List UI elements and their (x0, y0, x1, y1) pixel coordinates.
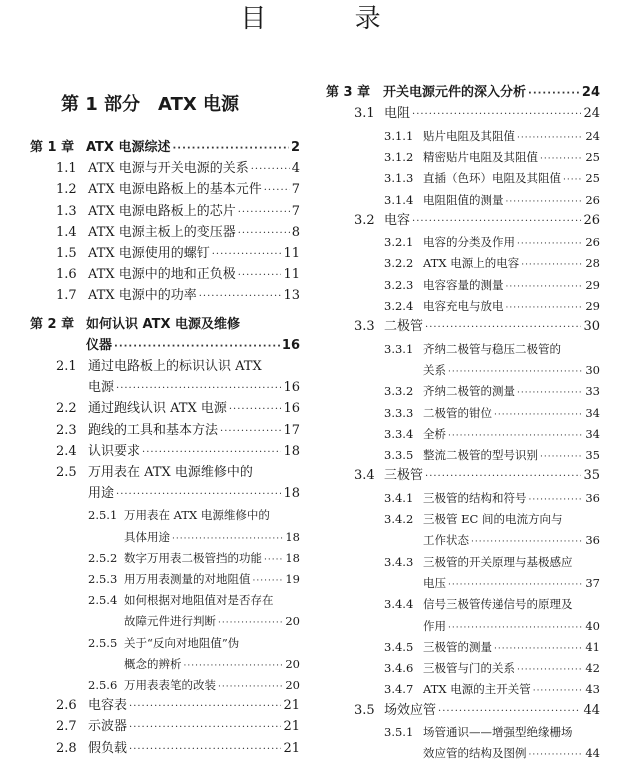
toc-entry[interactable] (326, 84, 600, 103)
toc-entry-number: 3.5 (354, 702, 375, 718)
toc-entry-page: 11 (283, 267, 300, 283)
toc-entry[interactable] (56, 160, 300, 179)
toc-entry-title: 效应管的结构及图例 (423, 746, 527, 761)
toc-entry-number: 2.6 (56, 698, 77, 714)
toc-entry-page: 20 (285, 656, 300, 671)
toc-entry-number: 3.1.2 (384, 149, 414, 164)
toc-leader-dots (528, 85, 580, 103)
toc-entry-number: 2.5.3 (88, 572, 118, 586)
toc-entry-number: 2.1 (56, 359, 77, 374)
toc-entry-title: 电容容量的测量 (423, 277, 504, 292)
toc-leader-dots (521, 256, 583, 274)
toc-entry-title: 仪器 (86, 337, 113, 353)
toc-entry[interactable] (384, 127, 600, 147)
part-title: 第 1 部分 ATX 电源 (60, 94, 239, 115)
toc-entry[interactable] (56, 422, 300, 441)
toc-entry-title: 三极管的开关原理与基极感应 (423, 554, 573, 569)
toc-entry-title: 用途 (88, 486, 115, 502)
toc-entry-title: 电容 (384, 212, 411, 228)
toc-leader-dots (220, 423, 281, 441)
toc-entry-page: 24 (583, 106, 600, 122)
toc-entry-number: 3.2.4 (384, 299, 414, 313)
toc-entry-number: 1.1 (56, 161, 77, 177)
toc-leader-dots (529, 491, 584, 509)
toc-entry-page: 26 (585, 235, 600, 250)
toc-entry-page: 34 (585, 405, 600, 420)
toc-entry-number: 2.8 (56, 740, 77, 756)
toc-entry-title: 直插（色环）电阻及其阻值 (423, 171, 561, 186)
toc-entry[interactable] (384, 361, 600, 381)
toc-entry[interactable] (56, 485, 300, 504)
toc-leader-dots (517, 129, 583, 147)
toc-entry-title: 具体用途 (124, 529, 170, 544)
toc-leader-dots (517, 235, 583, 253)
toc-entry-number: 3.1.3 (384, 171, 414, 186)
toc-leader-dots (494, 406, 583, 424)
toc-entry[interactable] (56, 203, 300, 222)
toc-entry-page: 24 (585, 128, 600, 143)
toc-leader-dots (425, 468, 581, 486)
toc-entry-page: 24 (581, 85, 600, 100)
toc-entry[interactable] (384, 659, 600, 679)
toc-entry-title: 三极管与门的关系 (423, 661, 515, 676)
toc-entry[interactable] (354, 702, 600, 721)
toc-entry-page: 44 (583, 702, 600, 718)
toc-entry-page: 28 (585, 256, 600, 271)
toc-entry[interactable] (384, 638, 600, 658)
toc-leader-dots (116, 486, 281, 504)
page-title: 目 录 (240, 4, 421, 34)
toc-entry[interactable] (384, 276, 600, 296)
toc-entry-number: 3.3.5 (384, 448, 414, 463)
toc-entry[interactable] (56, 443, 300, 462)
toc-leader-dots (448, 427, 583, 445)
toc-leader-dots (425, 319, 581, 337)
toc-entry-number: 3.4.6 (384, 661, 414, 676)
toc-entry-title: 开关电源元件的深入分析 (383, 85, 527, 100)
toc-entry-page: 17 (283, 422, 300, 438)
toc-leader-dots (494, 640, 583, 658)
toc-entry-title: 三极管的测量 (423, 639, 492, 654)
toc-entry[interactable] (30, 139, 300, 158)
toc-entry[interactable] (88, 612, 300, 632)
toc-entry-page: 26 (583, 212, 600, 228)
toc-entry-page: 36 (585, 490, 600, 505)
toc-entry-title: 数字万用表二极管挡的功能 (124, 550, 262, 565)
toc-entry-number: 3.3.3 (384, 405, 414, 420)
toc-leader-dots (471, 533, 583, 551)
toc-leader-dots (448, 619, 583, 637)
toc-entry-page: 16 (281, 337, 300, 353)
toc-entry[interactable] (384, 744, 600, 764)
toc-entry-title: 作用 (423, 618, 446, 633)
toc-entry-title: 电阻阻值的测量 (423, 192, 504, 207)
toc-entry-number: 1.3 (56, 203, 77, 219)
toc-entry[interactable] (88, 549, 300, 569)
toc-entry-title: ATX 电源中的功率 (88, 288, 197, 304)
toc-entry-page: 42 (585, 661, 600, 676)
toc-entry-title: 如何根据对地阻值对是否存在 (124, 593, 274, 608)
toc-leader-dots (129, 698, 281, 716)
toc-entry-number: 3.4.1 (384, 490, 414, 505)
toc-entry-page: 2 (290, 140, 300, 155)
toc-entry-number: 3.1.4 (384, 192, 414, 207)
toc-entry[interactable] (384, 680, 600, 700)
toc-entry[interactable] (56, 266, 300, 285)
toc-entry[interactable] (354, 105, 600, 124)
toc-entry-number: 3.5.1 (384, 725, 414, 739)
toc-entry-title: ATX 电源与开关电源的关系 (88, 161, 249, 177)
toc-entry[interactable] (88, 506, 300, 524)
toc-entry-page: 40 (585, 618, 600, 633)
toc-entry-title: 工作状态 (423, 533, 469, 548)
toc-entry-title: 全桥 (423, 426, 446, 441)
toc-leader-dots (517, 384, 583, 402)
toc-entry[interactable] (384, 553, 600, 571)
toc-entry-page: 29 (585, 299, 600, 313)
toc-entry-page: 34 (585, 426, 600, 441)
toc-entry[interactable] (384, 254, 600, 274)
toc-leader-dots (218, 614, 283, 632)
toc-entry-page: 21 (283, 740, 300, 756)
toc-entry-page: 30 (585, 362, 600, 377)
toc-entry-number: 2.2 (56, 401, 77, 417)
toc-leader-dots (506, 299, 584, 317)
toc-entry-page: 21 (283, 719, 300, 735)
toc-entry[interactable] (384, 233, 600, 253)
toc-entry[interactable] (384, 425, 600, 445)
toc-entry-number: 2.5.5 (88, 635, 118, 650)
toc-entry-page: 20 (285, 614, 300, 629)
toc-entry-number: 3.3 (354, 319, 375, 335)
toc-entry-title: 电容表 (88, 698, 128, 714)
toc-leader-dots (229, 401, 282, 419)
toc-entry-title: 认识要求 (88, 443, 141, 459)
toc-entry-title: 三极管的结构和符号 (423, 490, 527, 505)
toc-entry-title: ATX 电源中的地和正负极 (88, 267, 236, 283)
toc-entry[interactable] (88, 655, 300, 675)
toc-entry[interactable] (56, 245, 300, 264)
toc-leader-dots (412, 213, 581, 231)
toc-leader-dots (253, 572, 284, 590)
toc-entry-page: 4 (291, 161, 300, 177)
toc-entry-page: 44 (585, 746, 600, 761)
toc-entry-title: 三极管 EC 间的电流方向与 (423, 512, 563, 526)
toc-entry[interactable] (88, 528, 300, 548)
toc-entry-title: 齐纳二极管与稳压二极管的 (423, 341, 561, 356)
toc-entry-number: 3.4.4 (384, 597, 414, 612)
toc-entry[interactable] (30, 337, 300, 356)
toc-entry[interactable] (384, 169, 600, 189)
toc-entry-title: 整流二极管的型号识别 (423, 448, 538, 463)
toc-entry-title: 万用表表笔的改装 (124, 678, 216, 692)
toc-entry[interactable] (88, 676, 300, 696)
toc-leader-dots (129, 741, 281, 759)
toc-entry-title: ATX 电源电路板上的芯片 (88, 203, 236, 219)
toc-entry-page: 18 (283, 486, 300, 502)
toc-entry-number: 1.4 (56, 224, 77, 240)
toc-entry-page: 16 (283, 380, 300, 396)
toc-entry-number: 3.1.1 (384, 128, 414, 143)
toc-entry-title: 精密贴片电阻及其阻值 (423, 149, 538, 164)
toc-entry-number: 3.2.2 (384, 256, 414, 271)
toc-entry-title: 概念的辨析 (124, 656, 182, 671)
toc-entry[interactable] (56, 358, 300, 376)
toc-entry[interactable] (384, 531, 600, 551)
toc-entry-title: 如何认识 ATX 电源及维修 (86, 316, 240, 332)
toc-leader-dots (218, 678, 283, 696)
toc-entry-number: 2.5.6 (88, 678, 118, 692)
toc-entry-page: 20 (285, 678, 300, 692)
toc-entry-number: 3.2.3 (384, 277, 414, 292)
toc-entry-title: ATX 电源上的电容 (423, 256, 520, 271)
toc-entry-page: 43 (585, 682, 600, 697)
toc-entry-page: 18 (283, 443, 300, 459)
toc-entry-number: 1.7 (56, 288, 77, 304)
toc-entry-number: 3.3.2 (384, 384, 414, 399)
toc-entry-title: 跑线的工具和基本方法 (88, 422, 219, 438)
toc-entry[interactable] (56, 379, 300, 398)
toc-entry-number: 3.4.3 (384, 554, 414, 569)
toc-entry-page: 7 (291, 203, 300, 219)
toc-leader-dots (264, 551, 283, 569)
toc-leader-dots (540, 448, 583, 466)
toc-entry-number: 2.4 (56, 443, 77, 459)
toc-entry[interactable] (56, 400, 300, 419)
toc-entry-title: 万用表在 ATX 电源维修中的 (88, 465, 253, 480)
toc-entry-page: 30 (583, 319, 600, 335)
toc-entry-page: 35 (583, 468, 600, 484)
toc-entry-title: 场效应管 (384, 702, 437, 718)
toc-entry-title: 电阻 (384, 106, 411, 122)
toc-entry[interactable] (354, 318, 600, 337)
toc-entry-number: 2.5.4 (88, 593, 118, 608)
toc-entry-page: 16 (283, 401, 300, 417)
toc-entry-number: 2.5.2 (88, 550, 118, 565)
toc-entry[interactable] (384, 148, 600, 168)
toc-leader-dots (238, 267, 282, 285)
toc-entry-page: 25 (585, 149, 600, 164)
toc-entry-title: 万用表在 ATX 电源维修中的 (124, 508, 270, 523)
toc-leader-dots (448, 363, 583, 381)
toc-entry[interactable] (56, 718, 300, 737)
toc-entry-number: 1.5 (56, 246, 77, 261)
toc-entry-title: 关于“反向对地阻值”伪 (124, 635, 240, 650)
toc-leader-dots (540, 150, 583, 168)
toc-entry[interactable] (384, 191, 600, 211)
toc-entry-number: 2.7 (56, 719, 77, 735)
toc-entry-page: 11 (283, 246, 300, 261)
toc-leader-dots (251, 161, 290, 179)
toc-entry[interactable] (384, 723, 600, 741)
toc-entry-page: 19 (285, 572, 300, 586)
toc-entry-page: 18 (285, 529, 300, 544)
toc-leader-dots (172, 140, 288, 158)
toc-entry[interactable] (56, 697, 300, 716)
toc-entry[interactable] (354, 467, 600, 486)
toc-entry[interactable] (56, 740, 300, 759)
toc-entry-title: 假负载 (88, 740, 128, 756)
toc-entry-title: 二极管 (384, 319, 424, 335)
toc-entry-number: 3.4.5 (384, 639, 414, 654)
toc-entry[interactable] (384, 297, 600, 317)
toc-entry[interactable] (56, 464, 300, 482)
toc-leader-dots (114, 338, 280, 356)
toc-entry-title: 示波器 (88, 719, 128, 735)
toc-entry[interactable] (384, 382, 600, 402)
toc-leader-dots (238, 225, 290, 243)
toc-entry-title: 通过跑线认识 ATX 电源 (88, 401, 227, 417)
toc-entry[interactable] (88, 570, 300, 590)
toc-entry[interactable] (56, 224, 300, 243)
toc-entry-page: 33 (585, 384, 600, 399)
toc-entry-page: 29 (585, 277, 600, 292)
toc-entry-page: 35 (585, 448, 600, 463)
toc-entry-title: 贴片电阻及其阻值 (423, 128, 515, 143)
toc-entry-title: 用万用表测量的对地阻值 (124, 572, 251, 586)
toc-leader-dots (438, 703, 581, 721)
toc-entry[interactable] (384, 489, 600, 509)
toc-entry-number: 2.5.1 (88, 508, 118, 523)
toc-entry-title: 电容的分类及作用 (423, 235, 515, 250)
toc-leader-dots (172, 530, 283, 548)
toc-leader-dots (506, 278, 584, 296)
toc-leader-dots (142, 444, 281, 462)
toc-entry-title: ATX 电源主板上的变压器 (88, 224, 236, 240)
toc-entry-title: 信号三极管传递信号的原理及 (423, 597, 573, 612)
toc-entry-title: 三极管 (384, 468, 424, 484)
toc-entry-number: 2.3 (56, 422, 77, 438)
toc-entry[interactable] (384, 446, 600, 466)
toc-entry-title: 关系 (423, 362, 446, 377)
toc-entry-number: 3.1 (354, 106, 375, 122)
toc-entry[interactable] (384, 510, 600, 528)
toc-entry-number: 3.2.1 (384, 235, 414, 250)
toc-entry[interactable] (384, 340, 600, 358)
toc-entry-page: 25 (585, 171, 600, 186)
toc-entry-page: 37 (585, 575, 600, 590)
toc-entry-title: 场管通识——增强型绝缘栅场 (423, 725, 573, 739)
toc-leader-dots (264, 182, 290, 200)
toc-entry-title: 二极管的钳位 (423, 405, 492, 420)
toc-entry-title: 电源 (88, 380, 115, 396)
toc-leader-dots (533, 682, 584, 700)
toc-entry-page: 7 (291, 182, 300, 198)
toc-leader-dots (116, 380, 281, 398)
toc-leader-dots (238, 204, 290, 222)
toc-entry-title: ATX 电源使用的螺钉 (88, 246, 210, 261)
toc-leader-dots (184, 657, 284, 675)
toc-entry[interactable] (384, 617, 600, 637)
toc-entry-number: 1.6 (56, 267, 77, 283)
toc-entry-page: 13 (283, 288, 300, 304)
toc-entry-title: ATX 电源的主开关管 (423, 682, 531, 697)
toc-entry-page: 36 (585, 533, 600, 548)
toc-leader-dots (448, 576, 583, 594)
toc-entry[interactable] (384, 574, 600, 594)
toc-leader-dots (506, 193, 584, 211)
toc-entry[interactable] (88, 591, 300, 609)
toc-entry-page: 18 (285, 550, 300, 565)
toc-entry[interactable] (56, 287, 300, 306)
toc-entry-number: 3.4 (354, 468, 375, 484)
toc-entry-title: 故障元件进行判断 (124, 614, 216, 629)
toc-entry-number: 3.2 (354, 212, 375, 228)
toc-entry[interactable] (56, 181, 300, 200)
toc-entry-title: 电压 (423, 575, 446, 590)
toc-entry[interactable] (30, 316, 300, 334)
toc-entry-number: 2.5 (56, 465, 77, 480)
toc-entry-number: 3.3.1 (384, 341, 414, 356)
toc-entry[interactable] (354, 212, 600, 231)
toc-entry-title: 电容充电与放电 (423, 299, 504, 313)
toc-entry-number: 第 3 章 (326, 85, 371, 100)
toc-entry-page: 41 (585, 639, 600, 654)
toc-entry-title: ATX 电源电路板上的基本元件 (88, 182, 262, 198)
toc-entry-number: 3.4.7 (384, 682, 414, 697)
toc-entry-title: ATX 电源综述 (86, 140, 171, 155)
toc-entry-page: 8 (291, 224, 300, 240)
toc-leader-dots (412, 106, 581, 124)
toc-entry[interactable] (384, 404, 600, 424)
toc-leader-dots (212, 246, 282, 264)
toc-entry-title: 通过电路板上的标识认识 ATX (88, 359, 262, 374)
toc-leader-dots (517, 661, 583, 679)
toc-entry-number: 1.2 (56, 182, 77, 198)
toc-entry-number: 第 1 章 (30, 140, 75, 155)
toc-leader-dots (563, 171, 583, 189)
toc-leader-dots (199, 288, 282, 306)
toc-entry[interactable] (384, 595, 600, 613)
toc-entry-page: 26 (585, 192, 600, 207)
toc-entry[interactable] (88, 634, 300, 652)
toc-entry-number: 3.3.4 (384, 426, 414, 441)
toc-entry-number: 第 2 章 (30, 316, 75, 332)
toc-entry-page: 21 (283, 698, 300, 714)
toc-entry-title: 齐纳二极管的测量 (423, 384, 515, 399)
toc-leader-dots (129, 719, 281, 737)
toc-leader-dots (529, 746, 584, 764)
toc-entry-number: 3.4.2 (384, 512, 414, 526)
